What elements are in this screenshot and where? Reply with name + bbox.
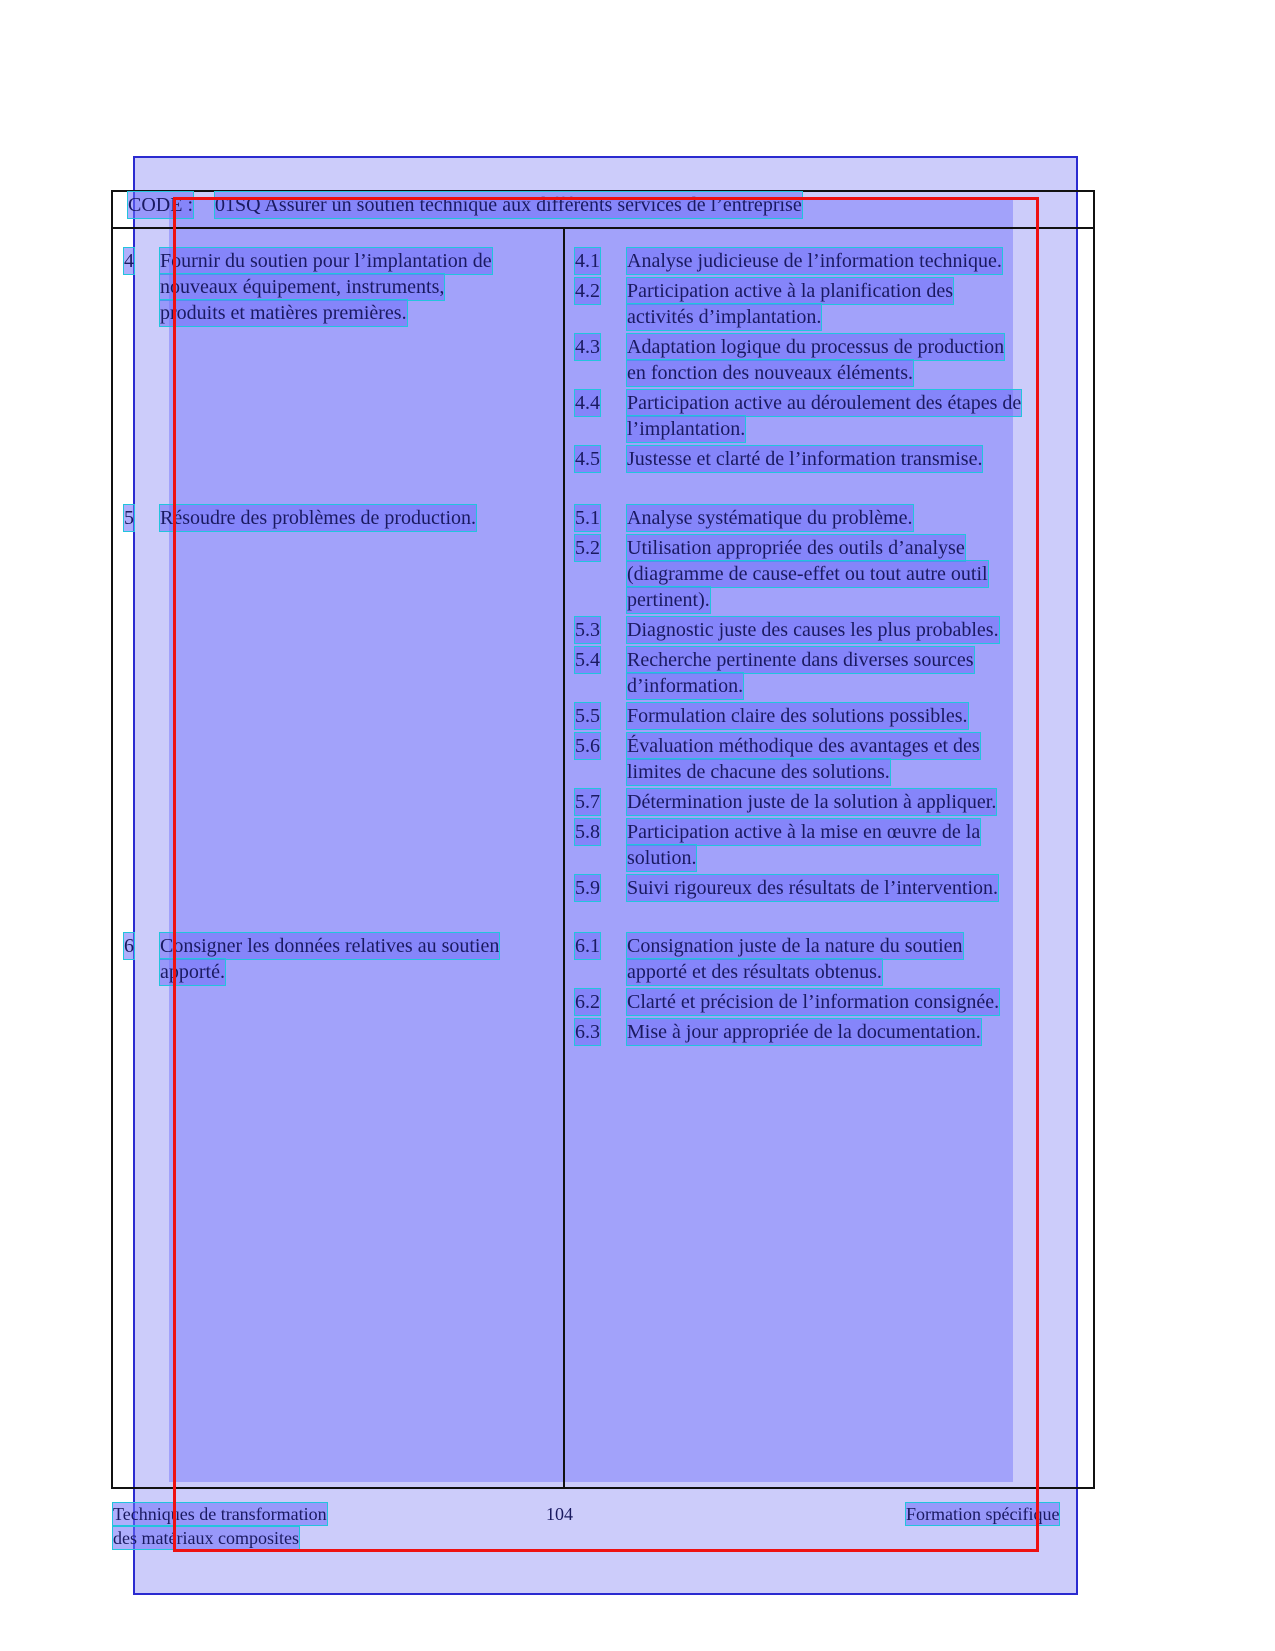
criterion-number: 4.4 xyxy=(575,392,600,414)
criterion-text: Détermination juste de la solution à appliquer. xyxy=(627,791,997,813)
criterion-number: 4.5 xyxy=(575,448,600,470)
criterion-number: 6.2 xyxy=(575,991,600,1013)
criterion-text: Justesse et clarté de l’information transmise. xyxy=(627,448,983,470)
criterion-number: 6.3 xyxy=(575,1021,600,1043)
criterion-text: Adaptation logique du processus de production xyxy=(627,336,1005,358)
criterion-text: Diagnostic juste des causes les plus probables. xyxy=(627,619,999,641)
criterion-text: Participation active au déroulement des étapes de xyxy=(627,392,1022,414)
criterion-number: 4.3 xyxy=(575,336,600,358)
criterion-text: Participation active à la mise en œuvre de la xyxy=(627,821,981,843)
competency-line: Consigner les données relatives au soutien xyxy=(160,935,500,957)
selection-frame xyxy=(173,197,1039,1552)
competency-number: 4 xyxy=(124,250,134,272)
criterion-number: 5.5 xyxy=(575,705,600,727)
criterion-number: 5.8 xyxy=(575,821,600,843)
criterion-number: 5.6 xyxy=(575,735,600,757)
code-label: CODE : xyxy=(128,194,193,216)
criterion-text: pertinent). xyxy=(627,589,710,611)
criterion-number: 5.7 xyxy=(575,791,600,813)
footer-program-title: Techniques de transformation xyxy=(113,1504,327,1524)
criterion-text: Utilisation appropriée des outils d’analyse xyxy=(627,537,965,559)
page-number: 104 xyxy=(546,1504,573,1524)
competency-line: Fournir du soutien pour l’implantation de xyxy=(160,250,492,272)
competency-line: nouveaux équipement, instruments, xyxy=(160,276,445,298)
criterion-text: apporté et des résultats obtenus. xyxy=(627,961,882,983)
criterion-text: Consignation juste de la nature du soutien xyxy=(627,935,963,957)
footer-program-title-2: des matériaux composites xyxy=(113,1528,299,1548)
criterion-number: 5.2 xyxy=(575,537,600,559)
criterion-number: 5.4 xyxy=(575,649,600,671)
criterion-number: 4.1 xyxy=(575,250,600,272)
criterion-number: 4.2 xyxy=(575,280,600,302)
competency-line: Résoudre des problèmes de production. xyxy=(160,507,477,529)
criterion-text: Participation active à la planification des xyxy=(627,280,953,302)
competency-number: 5 xyxy=(124,507,134,529)
criterion-text: l’implantation. xyxy=(627,418,746,440)
criterion-text: Mise à jour appropriée de la documentation. xyxy=(627,1021,981,1043)
footer-section: Formation spécifique xyxy=(906,1504,1060,1524)
criterion-number: 5.9 xyxy=(575,877,600,899)
competency-line: produits et matières premières. xyxy=(160,302,407,324)
competency-number: 6 xyxy=(124,935,134,957)
criterion-text: solution. xyxy=(627,847,697,869)
criterion-text: en fonction des nouveaux éléments. xyxy=(627,362,914,384)
criterion-text: limites de chacune des solutions. xyxy=(627,761,890,783)
criterion-text: activités d’implantation. xyxy=(627,306,822,328)
criterion-text: Recherche pertinente dans diverses sources xyxy=(627,649,974,671)
competency-line: apporté. xyxy=(160,961,225,983)
criterion-text: Formulation claire des solutions possibles. xyxy=(627,705,968,727)
criterion-text: Suivi rigoureux des résultats de l’intervention. xyxy=(627,877,999,899)
criterion-text: (diagramme de cause-effet ou tout autre outil xyxy=(627,563,988,585)
criterion-text: Clarté et précision de l’information consignée. xyxy=(627,991,1000,1013)
criterion-number: 6.1 xyxy=(575,935,600,957)
criterion-text: Analyse systématique du problème. xyxy=(627,507,913,529)
criterion-text: d’information. xyxy=(627,675,744,697)
criterion-text: Évaluation méthodique des avantages et des xyxy=(627,735,980,757)
criterion-number: 5.1 xyxy=(575,507,600,529)
code-title: 01SQ Assurer un soutien technique aux différents services de l’entreprise xyxy=(215,194,802,216)
criterion-text: Analyse judicieuse de l’information technique. xyxy=(627,250,1002,272)
criterion-number: 5.3 xyxy=(575,619,600,641)
